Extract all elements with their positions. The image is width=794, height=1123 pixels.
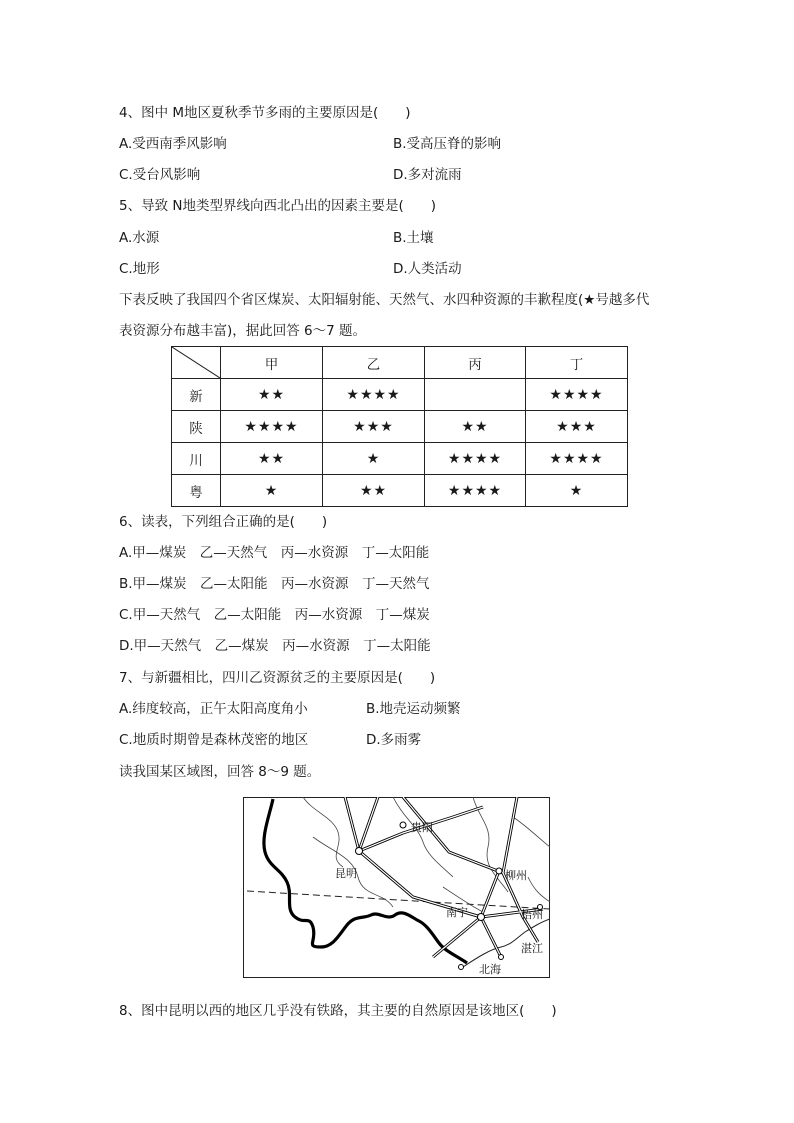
header-bing: 丙 [425,347,526,379]
row-label: 新 [172,379,221,411]
table-cell: ★ [323,443,425,475]
table-cell: ★★ [425,411,526,443]
header-ding: 丁 [526,347,628,379]
table-cell: ★★★ [323,411,425,443]
q5-option-d: D.人类活动 [393,261,462,277]
table-cell: ★★★★ [425,443,526,475]
label-beihai: 北海 [479,963,501,976]
table-header-row [172,347,628,379]
q5-option-c: C.地形 [119,261,160,277]
label-guiyang: 贵阳 [411,821,433,834]
q6-option-c: C.甲—天然气 乙—太阳能 丙—水资源 丁—煤炭 [119,607,430,623]
q7-option-c: C.地质时期曾是森林茂密的地区 [119,732,309,748]
table-row [172,411,628,443]
table-cell: ★★★★ [323,379,425,411]
diagonal-line [172,347,220,378]
header-jia: 甲 [221,347,323,379]
row-label: 川 [172,443,221,475]
q7-option-b: B.地壳运动频繁 [366,701,461,717]
table-cell: ★★★★ [221,411,323,443]
q4-option-c: C.受台风影响 [119,167,201,183]
table-cell: ★★ [221,379,323,411]
table-cell: ★★ [323,475,425,507]
table-corner-cell [172,347,221,379]
table-cell [425,379,526,411]
row-label: 粤 [172,475,221,507]
q4-option-d: D.多对流雨 [393,167,462,183]
label-wuzhou: 梧州 [521,908,543,921]
label-kunming: 昆明 [335,867,357,880]
table-cell: ★ [221,475,323,507]
intro-8-9: 读我国某区域图，回答 8～9 题。 [119,764,321,780]
table-cell: ★★★★ [526,443,628,475]
table-row [172,379,628,411]
table-cell: ★★★★ [425,475,526,507]
table-cell: ★ [526,475,628,507]
table-cell: ★★★★ [526,379,628,411]
q5-option-b: B.土壤 [393,230,434,246]
q7-option-d: D.多雨雾 [366,732,422,748]
table-row [172,443,628,475]
table-cell: ★★★ [526,411,628,443]
q4-stem: 4、图中 M地区夏秋季节多雨的主要原因是( ) [119,105,411,121]
q8-stem: 8、图中昆明以西的地区几乎没有铁路，其主要的自然原因是该地区( ) [119,1003,557,1019]
table-cell: ★★ [221,443,323,475]
intro-6-7-line1: 下表反映了我国四个省区煤炭、太阳辐射能、天然气、水四种资源的丰歉程度(★号越多代 [119,292,650,308]
label-zhanjiang: 湛江 [521,942,543,955]
table-row [172,475,628,507]
intro-6-7-line2: 表资源分布越丰富)，据此回答 6～7 题。 [119,323,367,339]
q4-option-a: A.受西南季风影响 [119,136,227,152]
label-nanning: 南宁 [446,906,468,919]
q6-stem: 6、读表，下列组合正确的是( ) [119,514,328,530]
q6-option-d: D.甲—天然气 乙—煤炭 丙—水资源 丁—太阳能 [119,638,431,654]
row-label: 陕 [172,411,221,443]
header-yi: 乙 [323,347,425,379]
q4-option-b: B.受高压脊的影响 [393,136,502,152]
q6-option-a: A.甲—煤炭 乙—天然气 丙—水资源 丁—太阳能 [119,545,430,561]
resource-table [171,346,628,507]
label-liuzhou: 柳州 [505,869,527,882]
q7-option-a: A.纬度较高，正午太阳高度角小 [119,701,308,717]
q7-stem: 7、与新疆相比，四川乙资源贫乏的主要原因是( ) [119,670,436,686]
q5-stem: 5、导致 N地类型界线向西北凸出的因素主要是( ) [119,198,437,214]
q5-option-a: A.水源 [119,230,160,246]
q6-option-b: B.甲—煤炭 乙—太阳能 丙—水资源 丁—天然气 [119,576,430,592]
regional-map [243,797,550,978]
